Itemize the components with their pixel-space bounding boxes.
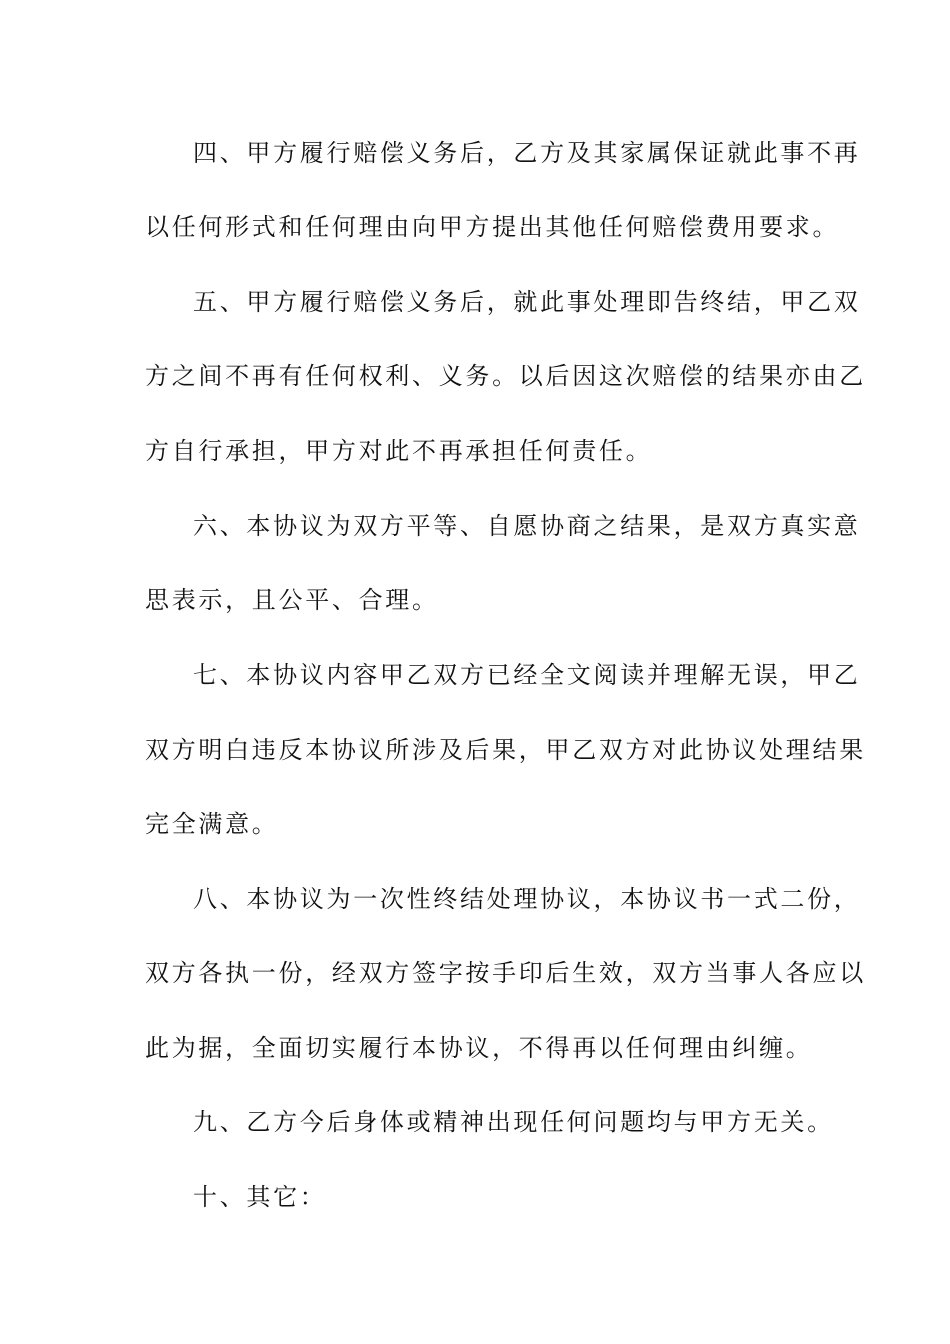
clause-7-line-1: 七、本协议内容甲乙双方已经全文阅读并理解无误，甲乙 xyxy=(193,661,861,689)
clause-8-line-1: 八、本协议为一次性终结处理协议，本协议书一式二份， xyxy=(193,885,861,913)
clause-7-line-3: 完全满意。 xyxy=(145,810,279,838)
clause-5-line-1: 五、甲方履行赔偿义务后，就此事处理即告终结，甲乙双 xyxy=(193,288,861,316)
clause-7-line-2: 双方明白违反本协议所涉及后果，甲乙双方对此协议处理结果 xyxy=(145,736,866,764)
clause-8-line-2: 双方各执一份，经双方签字按手印后生效，双方当事人各应以 xyxy=(145,959,866,987)
clause-5-line-3: 方自行承担，甲方对此不再承担任何责任。 xyxy=(145,437,653,465)
clause-4-line-2: 以任何形式和任何理由向甲方提出其他任何赔偿费用要求。 xyxy=(145,213,840,241)
clause-9-line-1: 九、乙方今后身体或精神出现任何问题均与甲方无关。 xyxy=(193,1108,834,1136)
clause-10-line-1: 十、其它： xyxy=(193,1183,327,1211)
clause-6-line-1: 六、本协议为双方平等、自愿协商之结果，是双方真实意 xyxy=(193,512,861,540)
clause-5-line-2: 方之间不再有任何权利、义务。以后因这次赔偿的结果亦由乙 xyxy=(145,362,866,390)
clause-4-line-1: 四、甲方履行赔偿义务后，乙方及其家属保证就此事不再 xyxy=(193,139,861,167)
clause-8-line-3: 此为据，全面切实履行本协议，不得再以任何理由纠缠。 xyxy=(145,1034,813,1062)
clause-6-line-2: 思表示，且公平、合理。 xyxy=(145,586,439,614)
